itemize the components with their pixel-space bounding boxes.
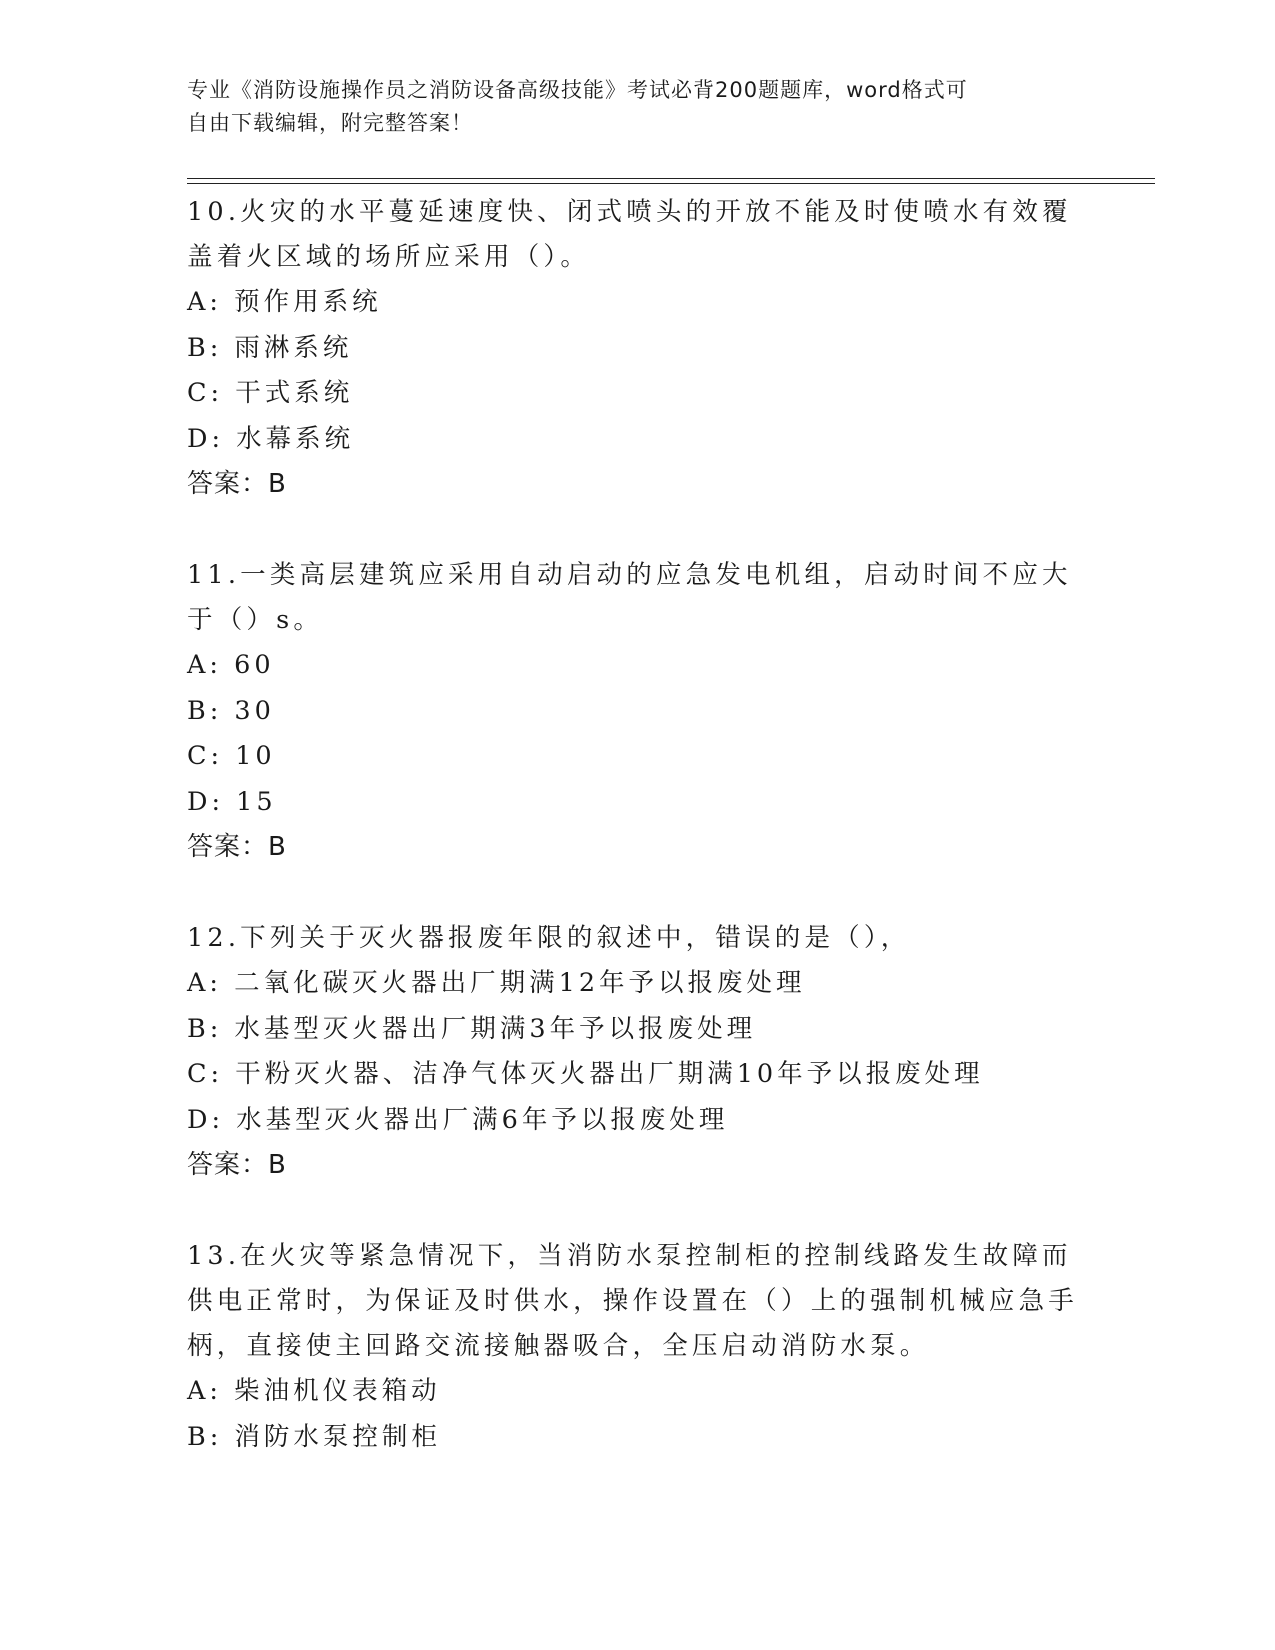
question-text: 10.火灾的水平蔓延速度快、闭式喷头的开放不能及时使喷水有效覆盖着火区域的场所应采用（）。 [187,197,1072,272]
option-b: B: 雨淋系统 [187,332,353,363]
question-13 [187,1232,1087,1460]
question-11 [187,551,1087,870]
option-d: D: 水基型灭火器出厂满6年予以报废处理 [187,1104,729,1135]
answer-label: 答案：B [187,832,287,862]
header-line-2: 自由下载编辑，附完整答案！ [187,111,473,135]
answer-label: 答案：B [187,469,287,499]
question-12 [187,914,1087,1188]
header-divider-top [187,178,1155,179]
answer-label: 答案：B [187,1150,287,1180]
question-text: 13.在火灾等紧急情况下，当消防水泵控制柜的控制线路发生故障而供电正常时，为保证及时供水，操作设置在（）上的强制机械应急手柄，直接使主回路交流接触器吸合，全压启动消防水泵。 [187,1241,1079,1361]
option-d: D: 水幕系统 [187,423,355,454]
option-b: B: 30 [187,695,275,726]
option-a: A: 预作用系统 [187,287,382,317]
question-list [187,188,1087,1460]
option-a: A: 二氧化碳灭火器出厂期满12年予以报废处理 [187,968,806,998]
question-text: 12.下列关于灭火器报废年限的叙述中，错误的是（）， [187,923,911,953]
option-a: A: 柴油机仪表箱动 [187,1376,441,1406]
header-divider-bottom [187,183,1155,184]
question-10 [187,188,1087,507]
option-d: D: 15 [187,786,277,817]
option-a: A: 60 [187,650,275,680]
option-b: B: 水基型灭火器出厂期满3年予以报废处理 [187,1013,757,1044]
question-text: 11.一类高层建筑应采用自动启动的应急发电机组，启动时间不应大于（）s。 [187,560,1072,635]
document-header [187,74,1087,140]
option-c: C: 10 [187,741,276,771]
option-c: C: 干式系统 [187,378,354,408]
header-line-1: 专业《消防设施操作员之消防设备高级技能》考试必背200题题库，word格式可 [187,78,968,102]
option-b: B: 消防水泵控制柜 [187,1421,441,1452]
option-c: C: 干粉灭火器、洁净气体灭火器出厂期满10年予以报废处理 [187,1059,984,1089]
